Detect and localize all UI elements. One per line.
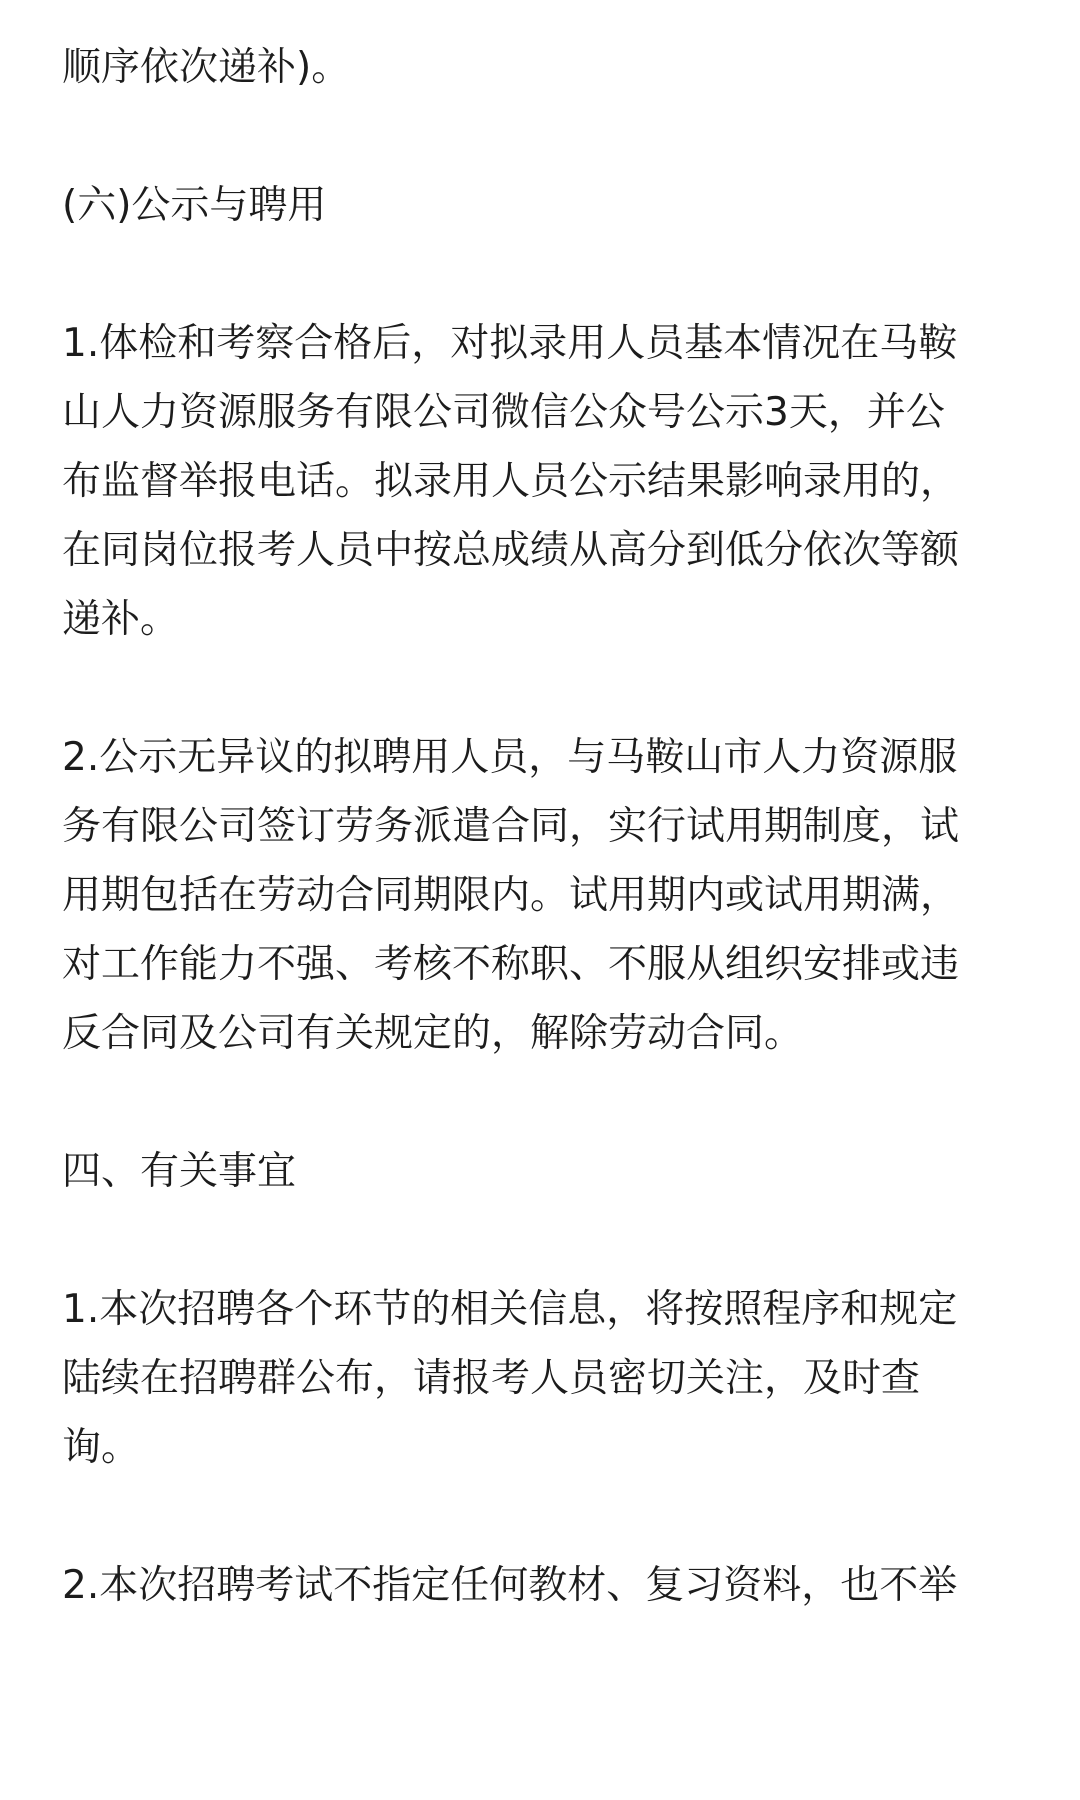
paragraph-gap xyxy=(62,1206,1018,1275)
paragraph-gap xyxy=(62,654,1018,723)
text-line: 2.公示无异议的拟聘用人员，与马鞍山市人力资源服 xyxy=(62,735,958,780)
section-heading: 四、有关事宜 xyxy=(62,1149,297,1194)
text-line: 询。 xyxy=(62,1425,141,1470)
text-line: 顺序依次递补)。 xyxy=(62,45,351,90)
article-body xyxy=(62,0,1018,1620)
text-line: 陆续在招聘群公布，请报考人员密切关注，及时查 xyxy=(62,1356,921,1401)
text-line: 递补。 xyxy=(62,597,180,642)
section-heading: (六)公示与聘用 xyxy=(62,183,327,228)
text-line: 2.本次招聘考试不指定任何教材、复习资料，也不举 xyxy=(62,1563,958,1608)
paragraph-gap xyxy=(62,102,1018,171)
text-line: 布监督举报电话。拟录用人员公示结果影响录用的， xyxy=(62,459,960,504)
text-line: 务有限公司签订劳务派遣合同，实行试用期制度，试 xyxy=(62,804,960,849)
paragraph-gap xyxy=(62,1482,1018,1551)
text-line: 山人力资源服务有限公司微信公众号公示3天，并公 xyxy=(62,390,945,435)
text-line: 用期包括在劳动合同期限内。试用期内或试用期满， xyxy=(62,873,960,918)
text-line: 在同岗位报考人员中按总成绩从高分到低分依次等额 xyxy=(62,528,960,573)
paragraph-gap xyxy=(62,240,1018,309)
text-line: 1.本次招聘各个环节的相关信息，将按照程序和规定 xyxy=(62,1287,958,1332)
paragraph-gap xyxy=(62,1068,1018,1137)
text-line: 对工作能力不强、考核不称职、不服从组织安排或违 xyxy=(62,942,960,987)
text-line: 反合同及公司有关规定的，解除劳动合同。 xyxy=(62,1011,804,1056)
text-line: 1.体检和考察合格后，对拟录用人员基本情况在马鞍 xyxy=(62,321,958,366)
